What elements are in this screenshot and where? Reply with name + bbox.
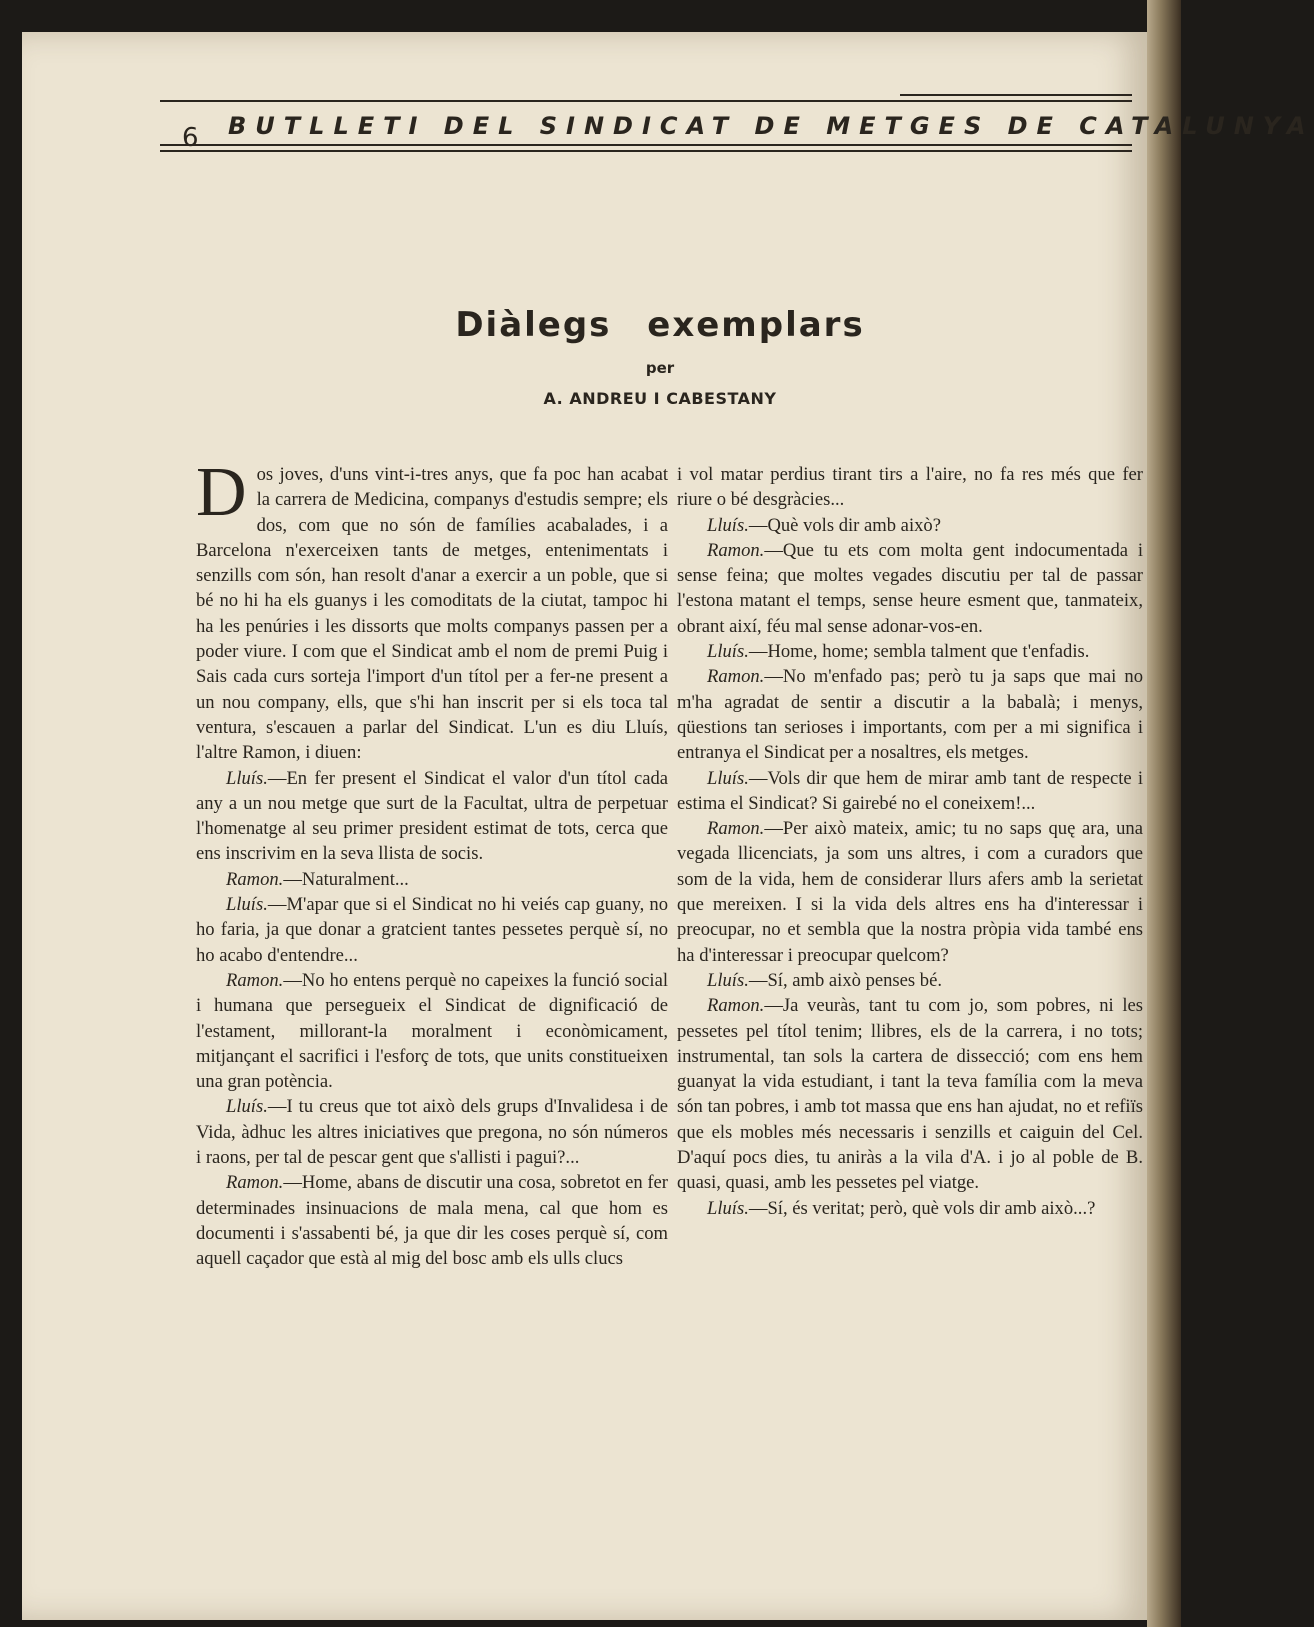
speaker: Ramon. [707,666,765,688]
dialogue-line: Lluís.—Sí, amb això penses bé. [707,969,942,991]
speaker: Ramon. [226,1172,284,1194]
speaker: Lluís. [707,767,749,789]
speaker: Ramon. [707,539,765,561]
left-column [196,454,668,1272]
dialogue-line: Lluís.—M'apar que si el Sindicat no hi veiés cap guany, no ho faria, ja que donar a gratcient tantes pessetes perquè sí, no ho acabo d'entendre... [196,894,668,966]
author: A. ANDREU I CABESTANY [543,389,777,408]
dialogue-line: Lluís.—En fer present el Sindicat el valor d'un títol cada any a un nou metge que surt de la Facultat, ultra de perpetuar l'homenatge al seu primer president estimat de tots, cerca que ens inscrivim en la seva llista de socis. [196,767,668,865]
dialogue-line: Ramon.—No ho entens perquè no capeixes la funció social i humana que persegueix el Sindicat de dignificació de l'estament, millorant-la moralment i econòmicament, mitjançant el sacrifici i l'esforç de tots, que units constitueixen una gran potència. [196,969,668,1093]
speaker: Ramon. [226,868,284,890]
article-title: Diàlegs exemplars [455,305,865,345]
dialogue-line: Lluís.—Home, home; sembla talment que t'enfadis. [707,641,1090,663]
header-rule-bottom-2 [160,150,1132,152]
speaker: Lluís. [707,969,749,991]
speaker: Lluís. [707,514,749,536]
dialogue-line: Ramon.—Naturalment... [226,868,409,890]
dialogue-line: Lluís.—Vols dir que hem de mirar amb tant de respecte i estima el Sindicat? Si gairebé no el coneixem!... [677,767,1143,814]
page-number: 6 [182,123,199,153]
speaker: Lluís. [226,767,268,789]
dialogue-line: Ramon.—No m'enfado pas; però tu ja saps que mai no m'ha agradat de sentir a discutir a la babalà; i menys, qüestions tan serioses i importants, com per a mi significa i entranya el Sindicat per a nosaltres, els metges. [677,666,1143,764]
speaker: Lluís. [707,1197,749,1219]
header-rule-bottom [160,144,1132,146]
dialogue-line: Lluís.—I tu creus que tot això dels grups d'Invalidesa i de Vida, àdhuc les altres iniciatives que pregona, no són números i raons, per tal de pescar gent que s'allisti i pagui?... [196,1096,668,1169]
dialogue-line: Ramon.—Per això mateix, amic; tu no saps quę ara, una vegada llicenciats, ja som uns altres, i com a curadors que som de la vida, hem de considerar llurs afers amb la serietat que mereixen. I si la vida dels altres ens ha d'interessar i preocupar, no et sembla que la nostra pròpia vida també ens ha d'interessar i preocupar quelcom? [677,818,1143,966]
dialogue-line: Lluís.—Sí, és veritat; però, què vols dir amb això...? [707,1197,1096,1219]
dialogue-line: Lluís.—Què vols dir amb això? [707,514,941,536]
drop-cap: D [196,454,247,531]
dialogue-line: Ramon.—Que tu ets com molta gent indocumentada i sense feina; que moltes vegades discutiu per tal de passar l'estona matant el temps, sense heure esment que, tanmateix, obrant així, féu mal sense adonar-vos-en. [677,539,1143,637]
speaker: Lluís. [226,894,268,916]
speaker: Lluís. [707,641,749,663]
running-header [160,86,1314,160]
binding-spine [1147,0,1181,1627]
paragraph: Dos joves, d'uns vint-i-tres anys, que fa poc han acabat la carrera de Medicina, companys d'estudis sempre; els dos, com que no són de famílies acabalades, i a Barcelona n'exerceixen tants de metges, entenimentats i senzills com són, han resolt d'anar a exercir a un poble, que si bé no hi ha els guanys i les comoditats de la ciutat, tampoc hi ha les penúries i les dissorts que molts companys passen per a poder viure. I com que el Sindicat amb el nom de premi Puig i Sais cada curs sorteja l'import d'un títol per a fer-ne present a un nou company, ells, que s'hi han inscrit per si els toca tal ventura, s'escauen a parlar del Sindicat. L'un es diu Lluís, l'altre Ramon, i diuen: [196,454,668,764]
dialogue-line: Ramon.—Ja veuràs, tant tu com jo, som pobres, ni les pessetes pel títol tenim; llibres, els de la carrera, i no tots; instrumental, tan sols la cartera de dissecció; com ens hem guanyat la vida estudiant, i tant la teva família com la meva són tan pobres, i amb tot massa que ens han ajudat, no et refiïs que els mobles més necessaris i senzills et caiguin del Cel. D'aquí pocs dies, tu aniràs a la vila d'A. i jo al poble de B. quasi, quasi, amb les pessetes pel viatge. [677,995,1143,1194]
speaker: Lluís. [226,1096,268,1118]
dialogue-line: Ramon.—Home, abans de discutir una cosa, sobretot en fer determinades insinuacions de mala mena, cal que hom es documenti i s'assabenti bé, ja que dir les coses perquè sí, com aquell caçador que està al mig del bosc amb els ulls clucs [196,1172,668,1270]
byline: per [645,359,675,377]
header-rule-top [160,100,1132,102]
article-heading [380,305,940,408]
speaker: Ramon. [707,995,765,1017]
header-rule-top-extra [900,94,1132,96]
dialogue-line: i vol matar perdius tirant tirs a l'aire, no fa res més que fer riure o bé desgràcies... [677,464,1143,511]
speaker: Ramon. [226,969,284,991]
speaker: Ramon. [707,818,765,840]
right-column [677,462,1143,1221]
running-title: BUTLLETI DEL SINDICAT DE METGES DE CATALUNYA [228,112,1314,140]
